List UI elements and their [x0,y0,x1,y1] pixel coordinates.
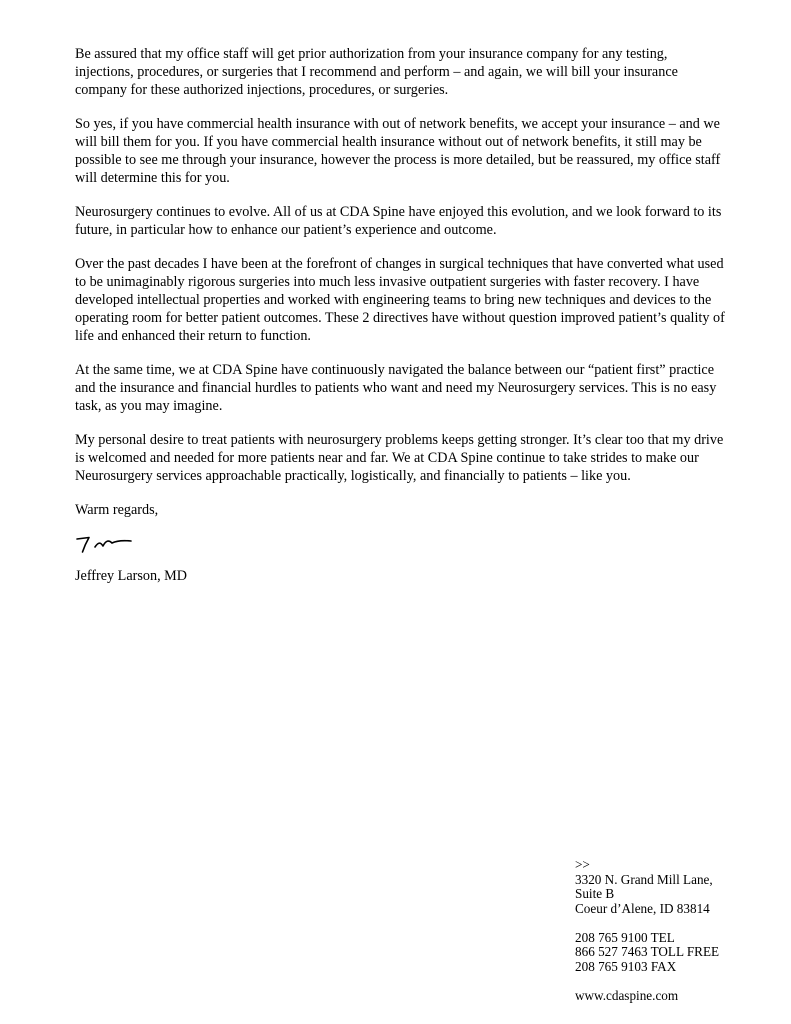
phone-fax: 208 765 9103 FAX [575,958,677,974]
phone-tel: 208 765 9100 TEL [575,929,675,945]
website-link[interactable]: www.cdaspine.com [575,987,679,1003]
signer-name: Jeffrey Larson, MD [75,568,188,584]
closing-salutation: Warm regards, [75,502,159,518]
address-city: Coeur d’Alene, ID 83814 [575,900,710,916]
paragraph-desire: My personal desire to treat patients with neurosurgery problems keeps getting stronger. It’s clear too that my drive is welcomed and needed for more patients near and far. We at CDA Spine continue to take strides to make our Neurosurgery services approachable practically, logistically, and financially to patients – like you. [75,432,724,484]
address-spacer [575,916,725,931]
signature-icon [75,531,135,557]
phone-toll-free: 866 527 7463 TOLL FREE [575,944,720,959]
letter-body [75,45,725,585]
address-street: 3320 N. Grand Mill Lane, [575,871,713,887]
address-marker: >> [575,857,590,872]
paragraph-evolution: Neurosurgery continues to evolve. All of us at CDA Spine have enjoyed this evolution, and we look forward to its future, in particular how to enhance our patient’s experience and outcome. [75,204,722,238]
address-spacer [575,974,725,989]
contact-block [575,858,725,1003]
address-suite: Suite B [575,886,615,901]
paragraph-techniques: Over the past decades I have been at the forefront of changes in surgical techniques that have converted what used to be unimaginably rigorous surgeries into much less invasive outpatient surgeries with faster recovery. I have developed intellectual properties and worked with engineering teams to bring new techniques and devices to the operating room for better patient outcomes. These 2 directives have without question improved patient’s quality of life and enhanced their return to function. [75,256,725,344]
paragraph-balance: At the same time, we at CDA Spine have continuously navigated the balance between our “patient first” practice and the insurance and financial hurdles to patients who want and need my Neurosurgery services. This is no easy task, as you may imagine. [75,362,717,414]
paragraph-authorization: Be assured that my office staff will get prior authorization from your insurance company for any testing, injections, procedures, or surgeries that I recommend and perform – and again, we will bill your insurance company for these authorized injections, procedures, or surgeries. [75,46,678,98]
paragraph-insurance: So yes, if you have commercial health insurance with out of network benefits, we accept your insurance – and we will bill them for you. If you have commercial health insurance without out of network benefits, it still may be possible to see me through your insurance, however the process is more detailed, but be reassured, my office staff will determine this for you. [75,116,721,186]
